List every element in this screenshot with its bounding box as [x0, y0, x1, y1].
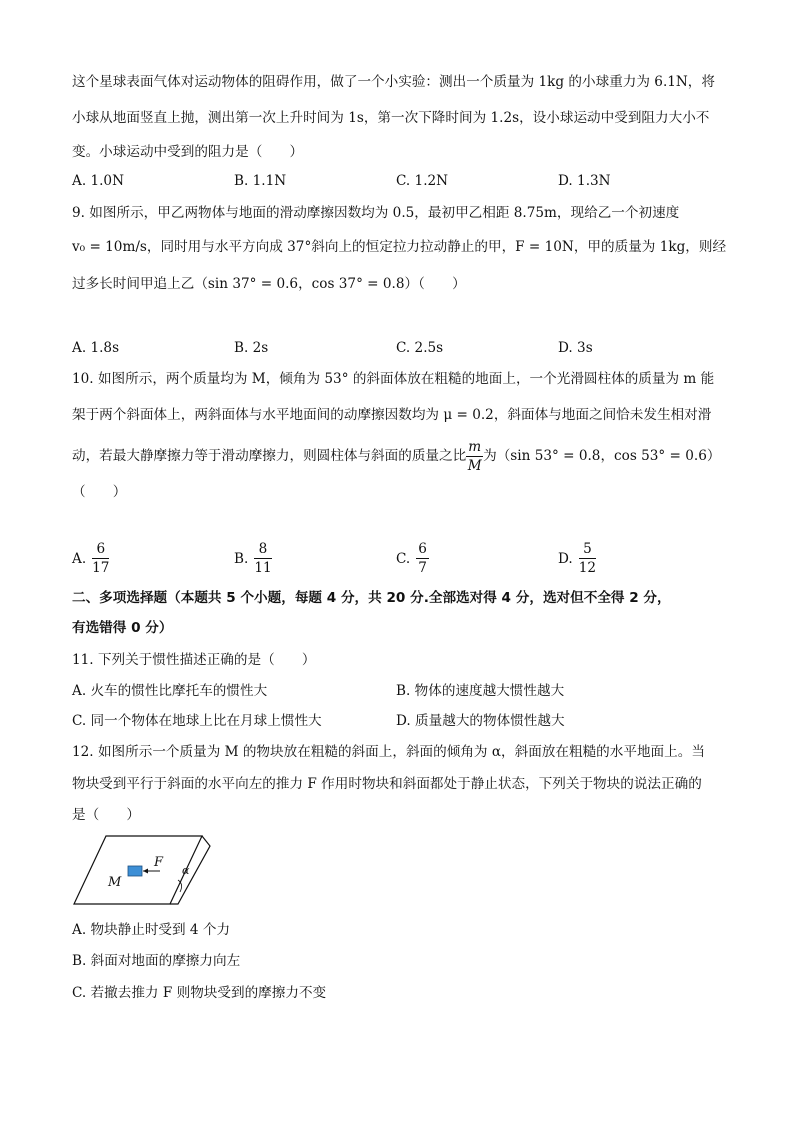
q12-option-a: A. 物块静止时受到 4 个力: [72, 922, 231, 938]
q9-option-c: C. 2.5s: [396, 340, 444, 356]
q10-option-c: [396, 540, 429, 577]
q12-line-1: 12. 如图所示一个质量为 M 的物块放在粗糙的斜面上，斜面的倾角为 α，斜面放在粗糙的水平地面上。当: [72, 744, 705, 760]
option-letter: A.: [72, 550, 87, 567]
q10-line-3: [72, 436, 720, 476]
q11-option-a: A. 火车的惯性比摩托车的惯性大: [72, 683, 268, 699]
q10-line-4: （ ）: [72, 484, 127, 500]
q12-line-3: 是（ ）: [72, 807, 140, 823]
q10-option-a: [72, 540, 109, 577]
q8-line-2: 小球从地面竖直上抛，测出第一次上升时间为 1s，第一次下降时间为 1.2s，设小球运动中受到阻力大小不: [72, 110, 710, 126]
fraction-numerator: 5: [579, 540, 596, 559]
q9-option-b: B. 2s: [234, 340, 269, 356]
q12-line-2: 物块受到平行于斜面的水平向左的推力 F 作用时物块和斜面都处于静止状态，下列关于物块的说法正确的: [72, 776, 702, 792]
q10-line-2: 架于两个斜面体上，两斜面体与水平地面间的动摩擦因数均为 μ = 0.2，斜面体与地面之间恰未发生相对滑: [72, 407, 712, 423]
q8-option-a: A. 1.0N: [72, 173, 124, 189]
option-fraction: [254, 540, 271, 577]
q12-option-b: B. 斜面对地面的摩擦力向左: [72, 953, 241, 969]
q11-option-b: B. 物体的速度越大惯性越大: [396, 683, 565, 699]
q9-option-d: D. 3s: [558, 340, 593, 356]
option-letter: B.: [234, 550, 249, 567]
fraction-denominator: 11: [254, 560, 272, 576]
option-fraction: [92, 540, 109, 577]
ratio-numerator: m: [468, 439, 482, 455]
ratio-denominator: M: [467, 458, 482, 474]
q9-option-a: A. 1.8s: [72, 340, 120, 356]
q9-line-3: 过多长时间甲追上乙（sin 37° = 0.6，cos 37° = 0.8）（ ）: [72, 276, 466, 292]
q10-option-d: [558, 540, 596, 577]
q8-option-c: C. 1.2N: [396, 173, 449, 189]
q11-stem: 11. 下列关于惯性描述正确的是（ ）: [72, 652, 316, 668]
q8-option-b: B. 1.1N: [234, 173, 287, 189]
q10-line-3-post: 为（sin 53° = 0.8，cos 53° = 0.6）: [483, 448, 721, 464]
incline-figure: [72, 834, 232, 908]
q10-line-1: 10. 如图所示，两个质量均为 M，倾角为 53° 的斜面体放在粗糙的地面上，一个光滑圆柱体的质量为 m 能: [72, 371, 715, 387]
q9-line-1: 9. 如图所示，甲乙两物体与地面的滑动摩擦因数均为 0.5，最初甲乙相距 8.75m，现给乙一个初速度: [72, 205, 680, 221]
fraction-denominator: 17: [92, 560, 110, 576]
fraction-numerator: 6: [418, 541, 427, 557]
section-2-heading-line-2: 有选错得 0 分）: [72, 620, 173, 636]
section-2-heading-line-1: 二、多项选择题（本题共 5 个小题，每题 4 分，共 20 分.全部选对得 4 分，选对但不全得 2 分，: [72, 590, 671, 606]
mass-label: M: [108, 875, 122, 890]
fraction-denominator: 12: [578, 560, 597, 576]
fraction-numerator: 8: [254, 540, 271, 559]
q10-line-3-pre: 动，若最大静摩擦力等于滑动摩擦力，则圆柱体与斜面的质量之比: [72, 448, 467, 464]
block-icon: [128, 866, 142, 876]
q8-line-3: 变。小球运动中受到的阻力是（ ）: [72, 144, 304, 160]
option-fraction: [416, 540, 429, 577]
option-fraction: [579, 540, 596, 577]
force-label: F: [154, 855, 164, 870]
q9-line-2: v₀ = 10m/s，同时用与水平方向成 37°斜向上的恒定拉力拉动静止的甲，F = 10N，甲的质量为 1kg，则经: [72, 239, 727, 255]
fraction-numerator: 6: [92, 540, 109, 559]
option-letter: C.: [396, 550, 411, 567]
q11-option-d: D. 质量越大的物体惯性越大: [396, 713, 565, 729]
fraction-denominator: 7: [418, 560, 427, 576]
q12-option-c: C. 若撤去推力 F 则物块受到的摩擦力不变: [72, 985, 327, 1001]
q8-line-1: 这个星球表面气体对运动物体的阻碍作用，做了一个小实验：测出一个质量为 1kg 的小球重力为 6.1N，将: [72, 74, 715, 90]
angle-label: α: [182, 864, 190, 877]
q8-option-d: D. 1.3N: [558, 173, 611, 189]
mass-ratio-fraction: [466, 438, 483, 475]
q10-option-b: [234, 540, 272, 577]
option-letter: D.: [558, 550, 573, 567]
q11-option-c: C. 同一个物体在地球上比在月球上惯性大: [72, 713, 322, 729]
